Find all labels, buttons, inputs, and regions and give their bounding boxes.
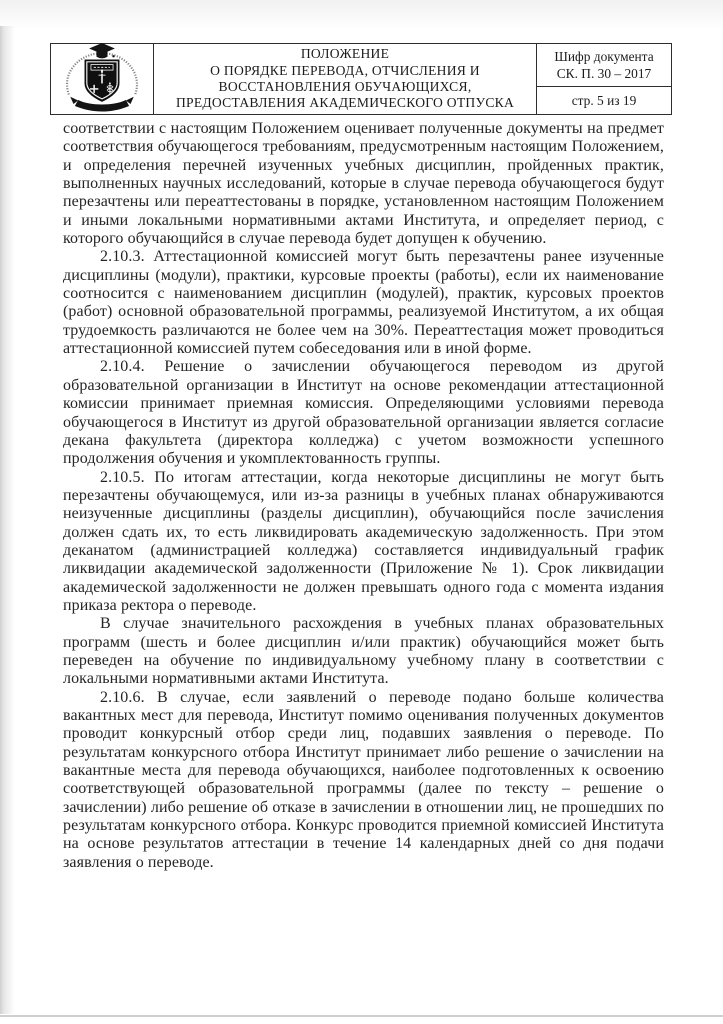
paragraph-continuation: соответствии с настоящим Положением оценивает полученные документы на предмет соответствия обучающегося требованиям, предусмотренным настоящим Положением, и определения перечней изученных учебных дисциплин, пройденных практик, выполненных научных исследований, которые в случае перевода обучающегося будут перезачтены или переаттестованы в порядке, установленном настоящим Положением и иными локальными нормативными актами Института, и определяет период, с которого обучающийся в случае перевода будет допущен к обучению.	[63, 120, 664, 248]
scan-left-edge-artifact	[0, 26, 15, 1014]
logo-cell	[51, 44, 154, 114]
title-line: ПРЕДОСТАВЛЕНИЯ АКАДЕМИЧЕСКОГО ОТПУСКА	[175, 95, 515, 111]
doc-code-label: Шифр документа	[554, 49, 654, 64]
document-title	[154, 44, 537, 114]
title-line: ПОЛОЖЕНИЕ	[300, 46, 390, 62]
document-header-table	[50, 43, 672, 115]
paragraph-2-10-6: 2.10.6. В случае, если заявлений о переводе подано больше количества вакантных мест для перевода, Институт помимо оценивания полученных документов проводит конкурсный отбор среди лиц, подавших заявления о переводе. По результатам конкурсного отбора Институт принимает либо решение о зачислении на вакантные места для перевода обучающихся, наиболее подготовленных к освоению соответствующей образовательной программы (далее по тексту – решение о зачислении) либо решение об отказе в зачислении в отношении лиц, не прошедших по результатам конкурсного отбора. Конкурс проводится приемной комиссией Института на основе результатов аттестации в течение 14 календарных дней со дня подачи заявления о переводе.	[63, 688, 664, 871]
scan-top-artifact	[0, 0, 723, 30]
title-line: О ПОРЯДКЕ ПЕРЕВОДА, ОТЧИСЛЕНИЯ И	[210, 62, 480, 78]
paragraph-2-10-5: 2.10.5. По итогам аттестации, когда некоторые дисциплины не могут быть перезачтены обучающемуся, или из-за разницы в учебных планах обнаруживаются неизученные дисциплины (разделы дисциплин), обучающийся после зачисления должен сдать их, то есть ликвидировать академическую задолженность. При этом деканатом (администрацией колледжа) составляется индивидуальный график ликвидации академической задолженности (Приложение № 1). Срок ликвидации академической задолженности не должен превышать одного года с момента издания приказа ректора о переводе.	[63, 468, 664, 614]
paragraph-individual-plan: В случае значительного расхождения в учебных планах образовательных программ (шесть и более дисциплин и/или практик) обучающийся может быть переведен на обучение по индивидуальному учебному плану в соответствии с локальными нормативными актами Института.	[63, 615, 664, 688]
document-body	[63, 120, 664, 872]
scan-bottom-edge-artifact	[0, 1015, 723, 1017]
paragraph-2-10-3: 2.10.3. Аттестационной комиссией могут быть перезачтены ранее изученные дисциплины (модули), практики, курсовые проекты (работы), если их наименование соотносится с наименованием дисциплин (модулей), практик, курсовых проектов (работ) основной образовательной программы, реализуемой Институтом, а их общая трудоемкость различаются не более чем на 30%. Переаттестация может проводиться аттестационной комиссией путем собеседования или в иной форме.	[63, 248, 664, 358]
title-line: ВОССТАНОВЛЕНИЯ ОБУЧАЮЩИХСЯ,	[218, 79, 472, 94]
institute-emblem-icon	[56, 41, 148, 118]
doc-code-block	[537, 44, 671, 87]
doc-code-value: СК. П. 30 – 2017	[556, 66, 652, 81]
page-number: стр. 5 из 19	[571, 92, 637, 108]
paragraph-2-10-4: 2.10.4. Решение о зачислении обучающегося переводом из другой образовательной организации в Институт на основе рекомендации аттестационной комиссии принимает приемная комиссия. Определяющими условиями перевода обучающегося в Институт из другой образовательной организации является согласие декана факультета (директора колледжа) с учетом возможности успешного продолжения обучения и укомплектованность группы.	[63, 358, 664, 468]
page-number-block	[537, 87, 671, 114]
code-cell	[537, 44, 671, 114]
